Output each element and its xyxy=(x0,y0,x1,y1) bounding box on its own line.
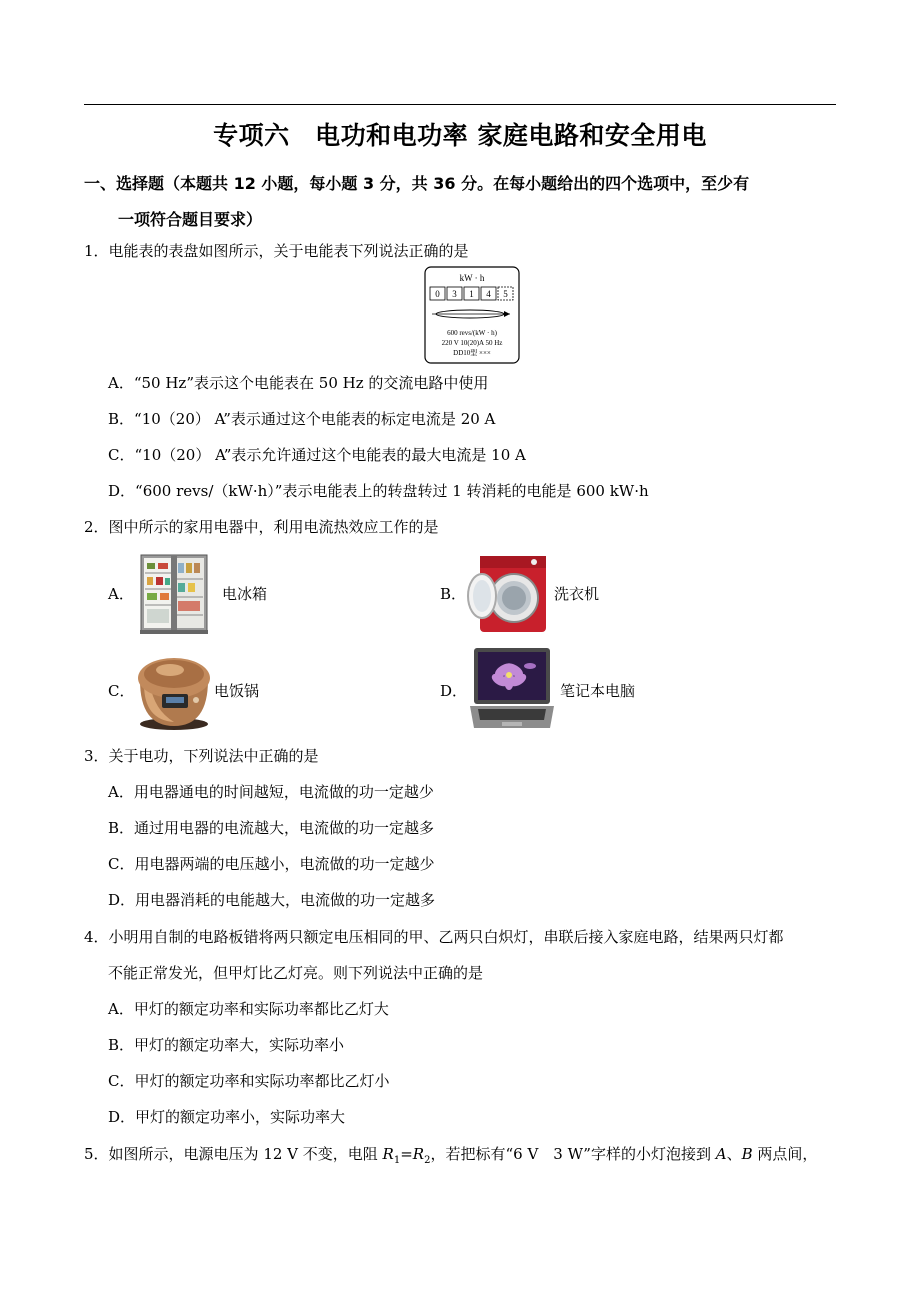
section-heading-line1: 一、选择题（本题共 12 小题，每小题 3 分，共 36 分。在每小题给出的四个选项中，至少有 xyxy=(84,174,750,193)
meter-digit: 3 xyxy=(452,289,457,299)
laptop-image xyxy=(468,646,556,732)
q4-option-a: A．甲灯的额定功率和实际功率都比乙灯大 xyxy=(108,1000,389,1018)
q5-equals: = xyxy=(400,1145,413,1163)
meter-digit: 5 xyxy=(503,289,508,299)
q2-stem: 2．图中所示的家用电器中，利用电流热效应工作的是 xyxy=(84,518,439,536)
meter-digit: 1 xyxy=(469,289,474,299)
q2-option-d-letter: D． xyxy=(440,682,468,700)
q3-option-a: A．用电器通电的时间越短，电流做的功一定越少 xyxy=(108,783,434,801)
q5-text: ，若把标有“6 V 3 W”字样的小灯泡接到 xyxy=(430,1145,716,1163)
meter-unit: kW · h xyxy=(459,273,485,283)
q3-option-d: D．用电器消耗的电能越大，电流做的功一定越多 xyxy=(108,891,436,909)
q5-stem xyxy=(84,1143,817,1172)
section-heading-line2: 一项符合题目要求） xyxy=(118,210,263,229)
q5-r2: R xyxy=(412,1145,425,1163)
q2-option-b-label: 洗衣机 xyxy=(554,585,600,603)
meter-model: DD10型 ××× xyxy=(453,349,491,357)
q2-option-c-letter: C． xyxy=(108,682,135,700)
q4-option-d: D．甲灯的额定功率小，实际功率大 xyxy=(108,1108,346,1126)
q2-option-d-label: 笔记本电脑 xyxy=(560,682,636,700)
q2-option-b-letter: B． xyxy=(440,585,467,603)
top-rule xyxy=(84,104,836,105)
q3-stem: 3．关于电功，下列说法中正确的是 xyxy=(84,747,319,765)
q1-option-c: C．“10（20） A”表示允许通过这个电能表的最大电流是 10 A xyxy=(108,446,526,464)
washing-machine-image xyxy=(466,554,550,634)
q1-option-d: D．“600 revs/（kW·h）”表示电能表上的转盘转过 1 转消耗的电能是 600 kW·h xyxy=(108,482,649,500)
q4-stem-line2: 不能正常发光，但甲灯比乙灯亮。则下列说法中正确的是 xyxy=(108,964,484,982)
q5-r2-sub: 2 xyxy=(424,1155,431,1166)
q3-option-c: C．用电器两端的电压越小，电流做的功一定越少 xyxy=(108,855,435,873)
page-title: 专项六 电功和电功率 家庭电路和安全用电 xyxy=(213,121,707,150)
q1-option-b: B．“10（20） A”表示通过这个电能表的标定电流是 20 A xyxy=(108,410,496,428)
meter-spec: 220 V 10(20)A 50 Hz xyxy=(441,339,503,347)
meter-digit: 0 xyxy=(435,289,440,299)
q5-r1-sub: 1 xyxy=(393,1155,401,1166)
refrigerator-image xyxy=(138,553,210,635)
q5-r1: R xyxy=(382,1145,394,1163)
q1-option-a: A．“50 Hz”表示这个电能表在 50 Hz 的交流电路中使用 xyxy=(108,374,489,392)
q5-text: 两点间， xyxy=(752,1145,818,1163)
q5-point-b: B xyxy=(741,1145,753,1163)
q2-option-a-label: 电冰箱 xyxy=(222,585,268,603)
q2-option-c-label: 电饭锅 xyxy=(214,682,260,700)
meter-rate: 600 revs/(kW · h) xyxy=(447,329,497,337)
q1-stem: 1．电能表的表盘如图所示，关于电能表下列说法正确的是 xyxy=(84,242,469,260)
q3-option-b: B．通过用电器的电流越大，电流做的功一定越多 xyxy=(108,819,435,837)
q5-sep: 、 xyxy=(726,1145,742,1163)
section-heading xyxy=(84,166,836,238)
meter-digit: 4 xyxy=(486,289,491,299)
q4-option-b: B．甲灯的额定功率大，实际功率小 xyxy=(108,1036,345,1054)
q4-stem-line1: 4．小明用自制的电路板错将两只额定电压相同的甲、乙两只白炽灯，串联后接入家庭电路，结果两只灯都 xyxy=(84,928,784,946)
q2-option-a-letter: A． xyxy=(108,585,134,603)
q5-text: 5．如图所示，电源电压为 12 V 不变，电阻 xyxy=(84,1145,383,1163)
q5-point-a: A xyxy=(715,1145,727,1163)
q4-option-c: C．甲灯的额定功率和实际功率都比乙灯小 xyxy=(108,1072,390,1090)
rice-cooker-image xyxy=(134,650,214,732)
energy-meter-figure xyxy=(424,266,520,364)
